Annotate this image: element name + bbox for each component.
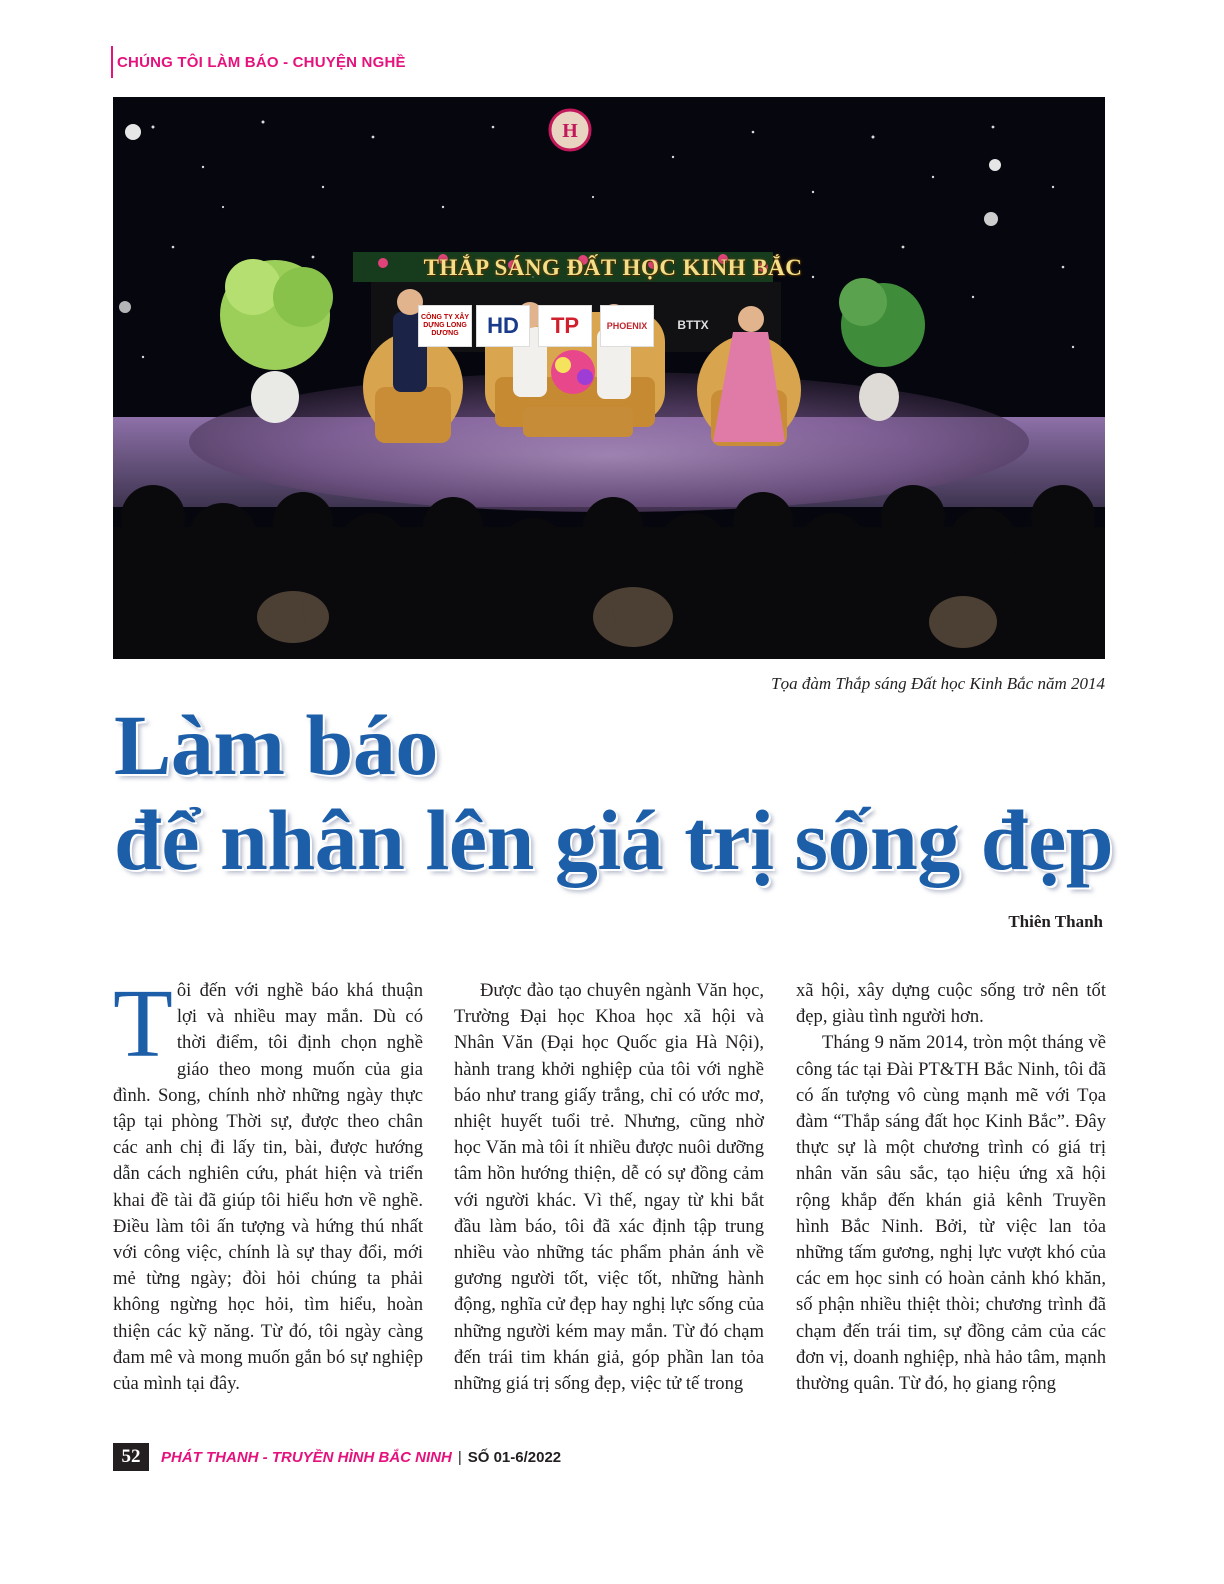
sponsor-logo-2: HD: [476, 305, 530, 347]
page-number: 52: [113, 1443, 149, 1471]
sponsor-logo-3: TP: [538, 305, 592, 347]
article-title-line-1: Làm báo: [114, 697, 438, 793]
stage-illustration: [113, 97, 1105, 659]
issue-number: SỐ 01-6/2022: [467, 1448, 562, 1466]
section-header: [111, 46, 406, 78]
article-author: Thiên Thanh: [1008, 912, 1103, 931]
page-footer: [113, 1443, 561, 1471]
sponsor-logo-1: CÔNG TY XÂY DỰNG LONG DƯƠNG: [418, 305, 472, 347]
column-1: [113, 970, 423, 1397]
article-title-line-2: để nhân lên giá trị sống đẹp: [114, 792, 1114, 888]
publication-name: PHÁT THANH - TRUYỀN HÌNH BẮC NINH: [161, 1448, 452, 1466]
sponsor-logo-5: BTTX: [677, 318, 709, 332]
column-3: [796, 978, 1106, 1397]
drop-cap: T: [113, 970, 173, 1078]
section-title: CHÚNG TÔI LÀM BÁO - CHUYỆN NGHỀ: [117, 53, 406, 71]
stage-banner: THẮP SÁNG ĐẤT HỌC KINH BẮC: [423, 255, 803, 280]
sponsor-logo-4: PHOENIX: [600, 305, 654, 347]
svg-text:H: H: [562, 120, 578, 142]
column-2: [454, 978, 764, 1397]
flower-vase: [551, 350, 595, 394]
footer-separator: |: [457, 1448, 462, 1466]
paragraph: Tôi đến với nghề báo khá thuận lợi và nhiều may mắn. Dù có thời điểm, tôi định chọn nghề giáo theo mong muốn của gia đình. Song, chính nhờ những ngày thực tập tại phòng Thời sự, được theo chân các anh chị đi lấy tin, bài, được hướng dẫn cách nghiên cứu, phát hiện và triển khai đề tài đã giúp tôi hiểu hơn về nghề. Điều làm tôi ấn tượng và hứng thú nhất với công việc, chính là sự thay đổi, mới mẻ từng ngày; đòi hỏi chúng ta phải không ngừng học hỏi, tìm hiểu, hoàn thiện các kỹ năng. Từ đó, tôi ngày càng đam mê và mong muốn gắn bó sự nghiệp của mình tại đây.: [113, 970, 423, 1395]
article-photo: [113, 97, 1105, 659]
photo-caption: Tọa đàm Thắp sáng Đất học Kinh Bắc năm 2014: [771, 674, 1105, 693]
paragraph: xã hội, xây dựng cuộc sống trở nên tốt đẹp, giàu tình người hơn.: [796, 980, 1106, 1028]
article-title: [114, 698, 1113, 888]
paragraph: Tháng 9 năm 2014, tròn một tháng về công tác tại Đài PT&TH Bắc Ninh, tôi đã có ấn tượng vô cùng mạnh mẽ với Tọa đàm “Thắp sáng đất học Kinh Bắc”. Đây thực sự là một chương trình có giá trị nhân văn sâu sắc, tạo hiệu ứng xã hội rộng khắp đến khán giả kênh Truyền hình Bắc Ninh. Bởi, từ việc lan tỏa những tấm gương, nghị lực vượt khó của các em học sinh có hoàn cảnh khó khăn, số phận nhiều thiệt thòi; chương trình đã chạm đến trái tim, sự đồng cảm của các đơn vị, doanh nghiệp, nhà hảo tâm, mạnh thường quân. Từ đó, họ giang rộng: [796, 1032, 1106, 1395]
paragraph: Được đào tạo chuyên ngành Văn học, Trường Đại học Khoa học xã hội và Nhân Văn (Đại học Quốc gia Hà Nội), hành trang khởi nghiệp của tôi với nghề báo như trang giấy trắng, chỉ có ước mơ, nhiệt huyết tuổi trẻ. Nhưng, cũng nhờ học Văn mà tôi ít nhiều được nuôi dưỡng tâm hồn hướng thiện, dễ có sự đồng cảm với người khác. Vì thế, ngay từ khi bắt đầu làm báo, tôi đã xác định tập trung nhiều vào những tác phẩm phản ánh về gương người tốt, việc tốt, những hành động, nghĩa cử đẹp hay nghị lực sống của những người kém may mắn. Từ đó chạm đến trái tim khán giả, góp phần lan tỏa những giá trị sống đẹp, việc tử tế trong: [454, 980, 764, 1395]
